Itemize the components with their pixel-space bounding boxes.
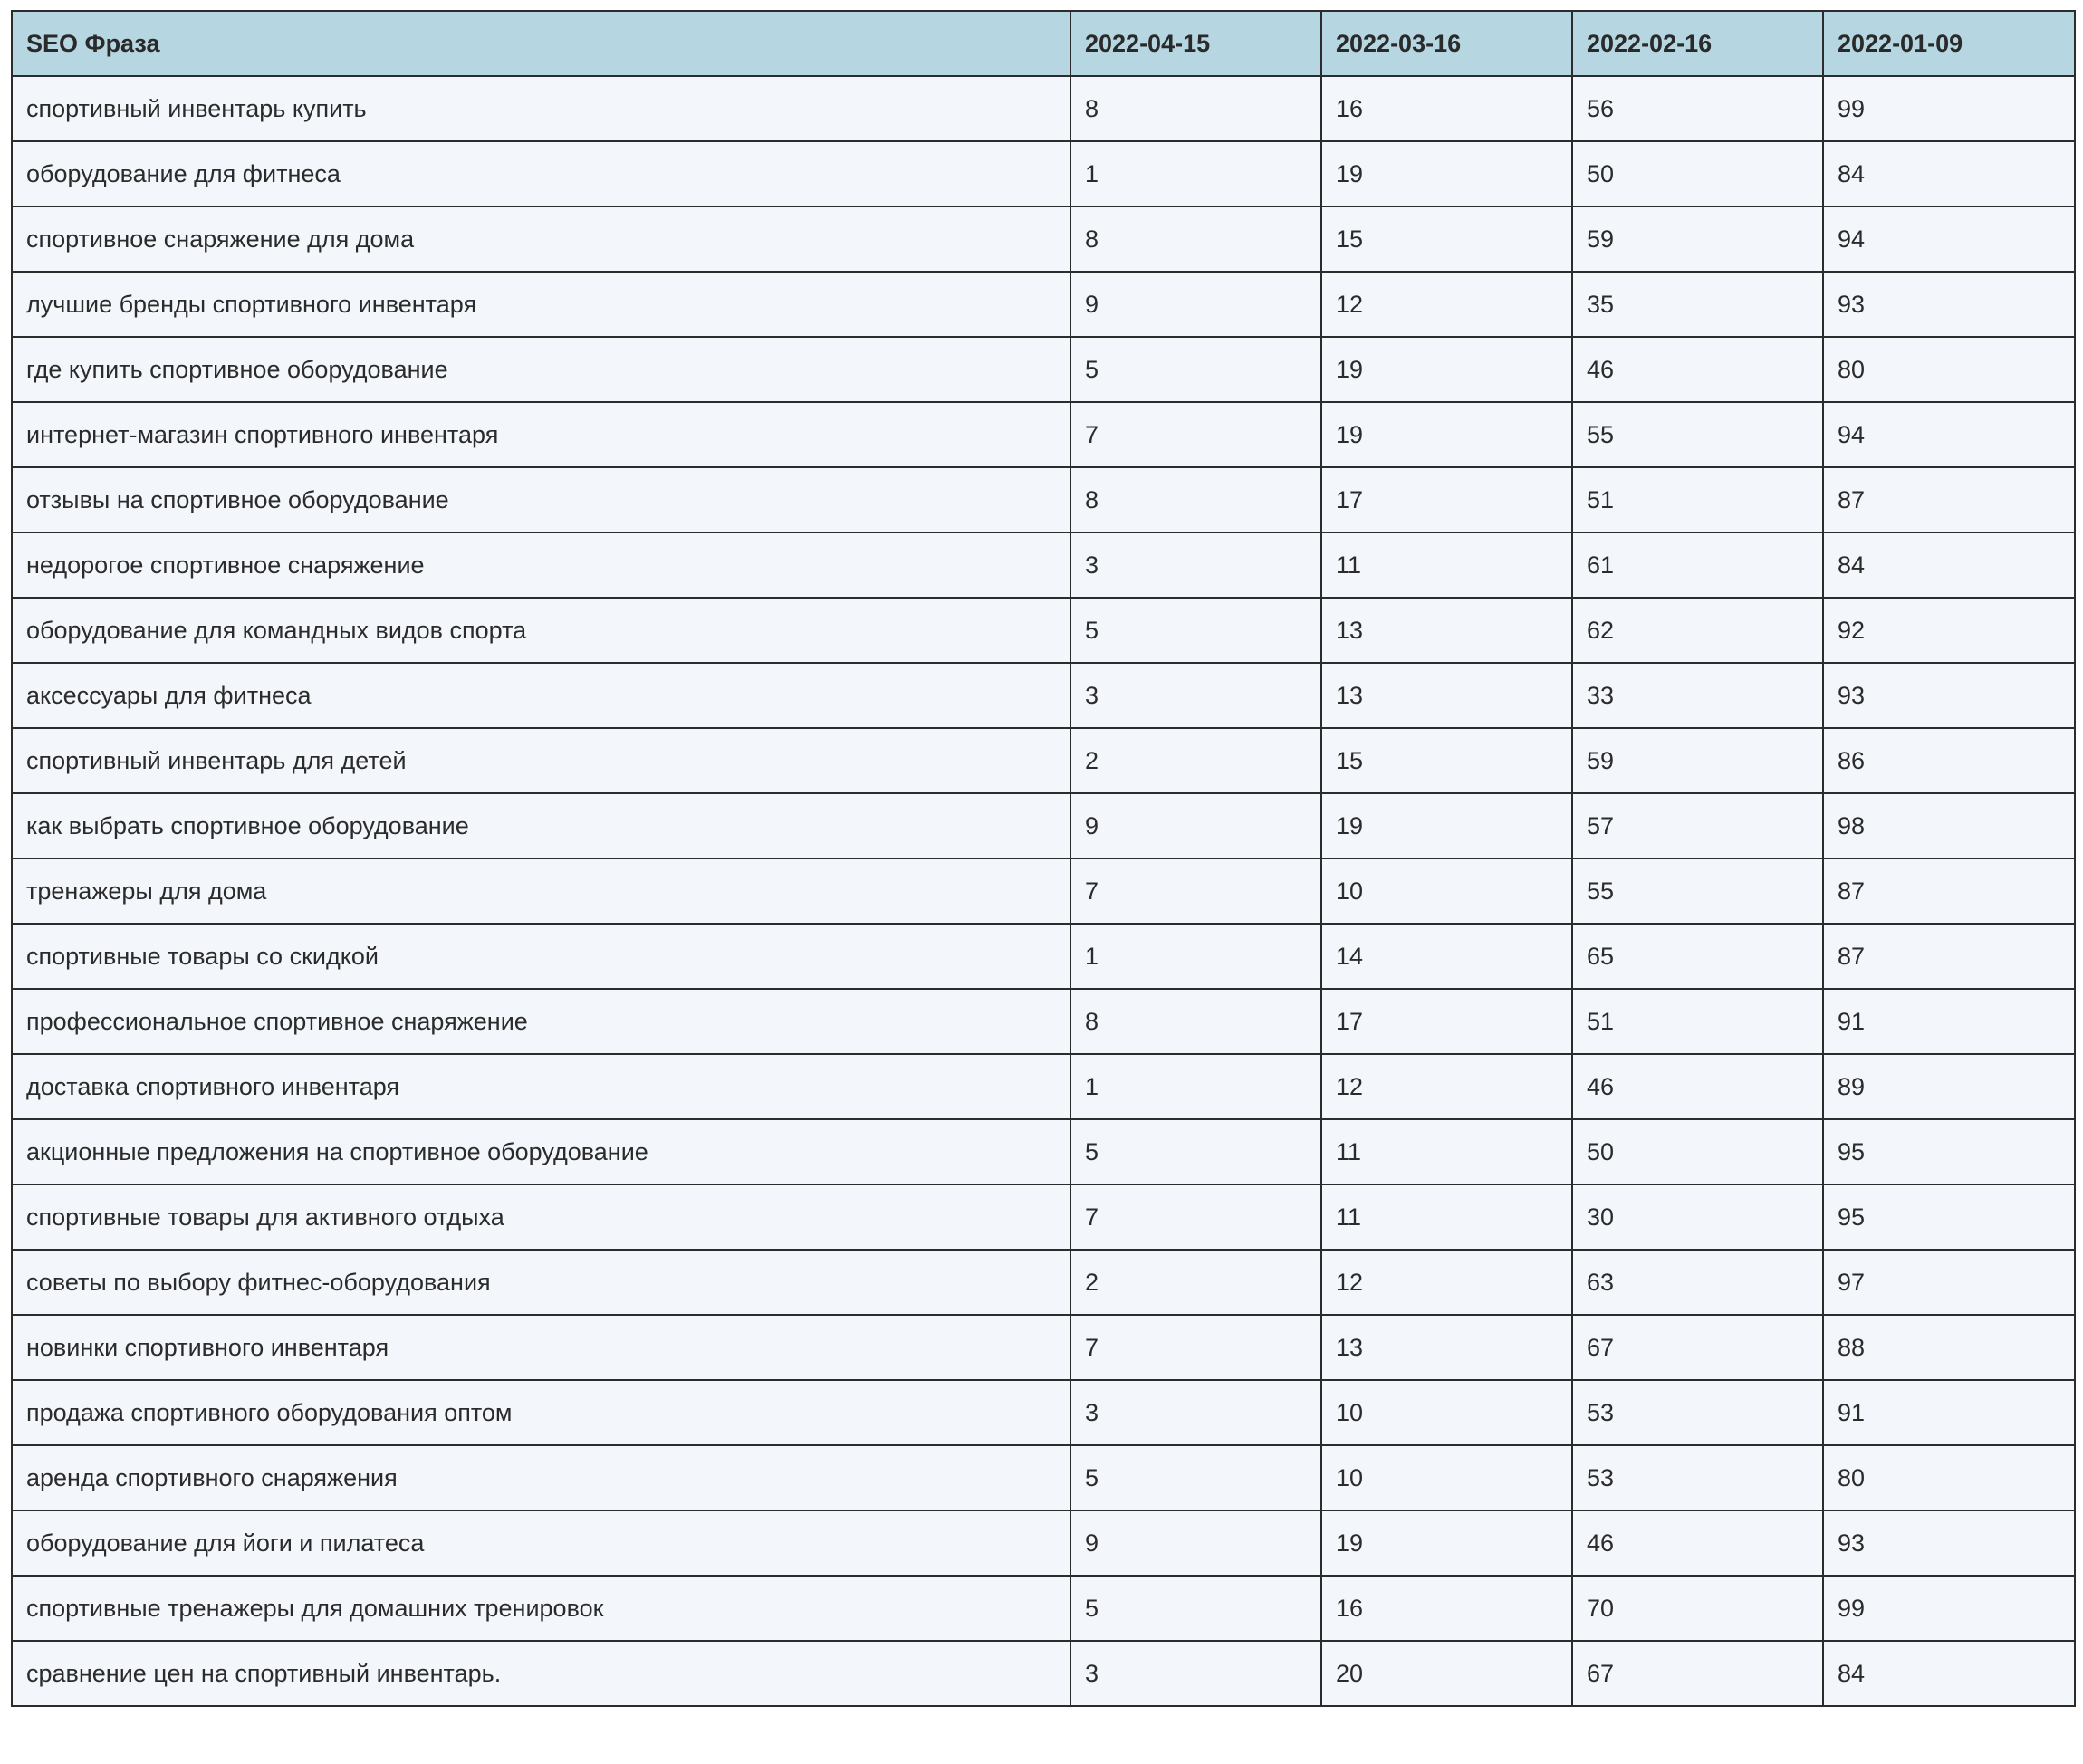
rank-cell-2022-04-15: 8 (1070, 989, 1321, 1054)
seo-rankings-table-container (11, 10, 2074, 1707)
table-row (12, 532, 2075, 598)
seo-phrase-cell: лучшие бренды спортивного инвентаря (12, 272, 1070, 337)
rank-cell-2022-03-16: 20 (1321, 1641, 1572, 1706)
rank-cell-2022-04-15: 8 (1070, 206, 1321, 272)
rank-cell-2022-01-09: 84 (1823, 1641, 2075, 1706)
seo-phrase-cell: тренажеры для дома (12, 858, 1070, 924)
rank-cell-2022-01-09: 97 (1823, 1250, 2075, 1315)
rank-cell-2022-03-16: 10 (1321, 858, 1572, 924)
table-row (12, 924, 2075, 989)
rank-cell-2022-01-09: 94 (1823, 206, 2075, 272)
table-header (12, 11, 2075, 76)
seo-phrase-cell: доставка спортивного инвентаря (12, 1054, 1070, 1119)
rank-cell-2022-03-16: 16 (1321, 76, 1572, 141)
rank-cell-2022-02-16: 59 (1572, 206, 1823, 272)
table-row (12, 1445, 2075, 1510)
rank-cell-2022-02-16: 50 (1572, 141, 1823, 206)
header-date-2022-02-16: 2022-02-16 (1572, 11, 1823, 76)
rank-cell-2022-02-16: 61 (1572, 532, 1823, 598)
rank-cell-2022-02-16: 53 (1572, 1380, 1823, 1445)
table-row (12, 1250, 2075, 1315)
table-row (12, 1315, 2075, 1380)
rank-cell-2022-04-15: 8 (1070, 76, 1321, 141)
seo-rankings-table (11, 10, 2076, 1707)
rank-cell-2022-03-16: 10 (1321, 1380, 1572, 1445)
table-row (12, 467, 2075, 532)
rank-cell-2022-01-09: 93 (1823, 1510, 2075, 1576)
table-row (12, 1119, 2075, 1184)
rank-cell-2022-03-16: 19 (1321, 337, 1572, 402)
rank-cell-2022-04-15: 5 (1070, 1445, 1321, 1510)
rank-cell-2022-04-15: 2 (1070, 1250, 1321, 1315)
rank-cell-2022-03-16: 19 (1321, 141, 1572, 206)
seo-phrase-cell: оборудование для фитнеса (12, 141, 1070, 206)
rank-cell-2022-01-09: 92 (1823, 598, 2075, 663)
rank-cell-2022-02-16: 30 (1572, 1184, 1823, 1250)
rank-cell-2022-03-16: 11 (1321, 1184, 1572, 1250)
seo-phrase-cell: спортивный инвентарь для детей (12, 728, 1070, 793)
rank-cell-2022-03-16: 11 (1321, 532, 1572, 598)
table-row (12, 858, 2075, 924)
seo-phrase-cell: оборудование для йоги и пилатеса (12, 1510, 1070, 1576)
seo-phrase-cell: новинки спортивного инвентаря (12, 1315, 1070, 1380)
rank-cell-2022-02-16: 56 (1572, 76, 1823, 141)
rank-cell-2022-01-09: 87 (1823, 858, 2075, 924)
rank-cell-2022-01-09: 91 (1823, 1380, 2075, 1445)
rank-cell-2022-01-09: 95 (1823, 1184, 2075, 1250)
table-row (12, 337, 2075, 402)
rank-cell-2022-02-16: 67 (1572, 1641, 1823, 1706)
rank-cell-2022-03-16: 10 (1321, 1445, 1572, 1510)
seo-phrase-cell: отзывы на спортивное оборудование (12, 467, 1070, 532)
rank-cell-2022-03-16: 16 (1321, 1576, 1572, 1641)
seo-phrase-cell: как выбрать спортивное оборудование (12, 793, 1070, 858)
table-row (12, 1054, 2075, 1119)
rank-cell-2022-04-15: 1 (1070, 1054, 1321, 1119)
table-row (12, 1510, 2075, 1576)
table-row (12, 1184, 2075, 1250)
rank-cell-2022-03-16: 12 (1321, 1250, 1572, 1315)
rank-cell-2022-01-09: 87 (1823, 467, 2075, 532)
rank-cell-2022-01-09: 86 (1823, 728, 2075, 793)
rank-cell-2022-01-09: 84 (1823, 141, 2075, 206)
rank-cell-2022-01-09: 91 (1823, 989, 2075, 1054)
rank-cell-2022-04-15: 7 (1070, 1184, 1321, 1250)
seo-phrase-cell: спортивные товары для активного отдыха (12, 1184, 1070, 1250)
rank-cell-2022-04-15: 9 (1070, 793, 1321, 858)
seo-phrase-cell: продажа спортивного оборудования оптом (12, 1380, 1070, 1445)
header-date-2022-03-16: 2022-03-16 (1321, 11, 1572, 76)
table-row (12, 272, 2075, 337)
rank-cell-2022-02-16: 63 (1572, 1250, 1823, 1315)
rank-cell-2022-04-15: 3 (1070, 1380, 1321, 1445)
seo-phrase-cell: профессиональное спортивное снаряжение (12, 989, 1070, 1054)
table-row (12, 1380, 2075, 1445)
rank-cell-2022-01-09: 93 (1823, 663, 2075, 728)
header-seo-phrase: SEO Фраза (12, 11, 1070, 76)
seo-phrase-cell: оборудование для командных видов спорта (12, 598, 1070, 663)
table-row (12, 663, 2075, 728)
table-row (12, 728, 2075, 793)
rank-cell-2022-03-16: 13 (1321, 1315, 1572, 1380)
rank-cell-2022-02-16: 51 (1572, 467, 1823, 532)
rank-cell-2022-04-15: 1 (1070, 924, 1321, 989)
rank-cell-2022-04-15: 3 (1070, 1641, 1321, 1706)
table-row (12, 793, 2075, 858)
rank-cell-2022-02-16: 53 (1572, 1445, 1823, 1510)
table-row (12, 206, 2075, 272)
seo-phrase-cell: аренда спортивного снаряжения (12, 1445, 1070, 1510)
table-row (12, 1641, 2075, 1706)
seo-phrase-cell: спортивные товары со скидкой (12, 924, 1070, 989)
rank-cell-2022-01-09: 89 (1823, 1054, 2075, 1119)
seo-phrase-cell: аксессуары для фитнеса (12, 663, 1070, 728)
rank-cell-2022-01-09: 84 (1823, 532, 2075, 598)
table-row (12, 141, 2075, 206)
rank-cell-2022-02-16: 46 (1572, 1054, 1823, 1119)
rank-cell-2022-03-16: 19 (1321, 402, 1572, 467)
rank-cell-2022-01-09: 88 (1823, 1315, 2075, 1380)
rank-cell-2022-02-16: 46 (1572, 1510, 1823, 1576)
rank-cell-2022-04-15: 3 (1070, 663, 1321, 728)
seo-phrase-cell: недорогое спортивное снаряжение (12, 532, 1070, 598)
seo-phrase-cell: советы по выбору фитнес-оборудования (12, 1250, 1070, 1315)
rank-cell-2022-03-16: 15 (1321, 206, 1572, 272)
table-row (12, 402, 2075, 467)
rank-cell-2022-02-16: 35 (1572, 272, 1823, 337)
rank-cell-2022-01-09: 99 (1823, 1576, 2075, 1641)
rank-cell-2022-02-16: 55 (1572, 858, 1823, 924)
rank-cell-2022-02-16: 46 (1572, 337, 1823, 402)
rank-cell-2022-02-16: 51 (1572, 989, 1823, 1054)
seo-phrase-cell: где купить спортивное оборудование (12, 337, 1070, 402)
table-row (12, 989, 2075, 1054)
rank-cell-2022-03-16: 19 (1321, 1510, 1572, 1576)
rank-cell-2022-01-09: 95 (1823, 1119, 2075, 1184)
rank-cell-2022-01-09: 80 (1823, 1445, 2075, 1510)
header-date-2022-01-09: 2022-01-09 (1823, 11, 2075, 76)
rank-cell-2022-03-16: 11 (1321, 1119, 1572, 1184)
rank-cell-2022-04-15: 3 (1070, 532, 1321, 598)
rank-cell-2022-01-09: 93 (1823, 272, 2075, 337)
rank-cell-2022-02-16: 62 (1572, 598, 1823, 663)
rank-cell-2022-04-15: 7 (1070, 858, 1321, 924)
rank-cell-2022-02-16: 59 (1572, 728, 1823, 793)
rank-cell-2022-03-16: 13 (1321, 663, 1572, 728)
rank-cell-2022-04-15: 5 (1070, 1576, 1321, 1641)
seo-phrase-cell: акционные предложения на спортивное оборудование (12, 1119, 1070, 1184)
rank-cell-2022-03-16: 15 (1321, 728, 1572, 793)
table-row (12, 76, 2075, 141)
seo-phrase-cell: спортивное снаряжение для дома (12, 206, 1070, 272)
rank-cell-2022-02-16: 65 (1572, 924, 1823, 989)
rank-cell-2022-02-16: 33 (1572, 663, 1823, 728)
rank-cell-2022-03-16: 17 (1321, 467, 1572, 532)
header-row (12, 11, 2075, 76)
rank-cell-2022-04-15: 2 (1070, 728, 1321, 793)
rank-cell-2022-01-09: 80 (1823, 337, 2075, 402)
rank-cell-2022-04-15: 5 (1070, 598, 1321, 663)
table-row (12, 598, 2075, 663)
header-date-2022-04-15: 2022-04-15 (1070, 11, 1321, 76)
rank-cell-2022-03-16: 13 (1321, 598, 1572, 663)
rank-cell-2022-01-09: 94 (1823, 402, 2075, 467)
rank-cell-2022-02-16: 67 (1572, 1315, 1823, 1380)
rank-cell-2022-02-16: 70 (1572, 1576, 1823, 1641)
rank-cell-2022-04-15: 7 (1070, 1315, 1321, 1380)
rank-cell-2022-02-16: 57 (1572, 793, 1823, 858)
seo-phrase-cell: спортивный инвентарь купить (12, 76, 1070, 141)
rank-cell-2022-03-16: 12 (1321, 272, 1572, 337)
table-body (12, 76, 2075, 1706)
rank-cell-2022-03-16: 12 (1321, 1054, 1572, 1119)
seo-phrase-cell: сравнение цен на спортивный инвентарь. (12, 1641, 1070, 1706)
rank-cell-2022-04-15: 1 (1070, 141, 1321, 206)
table-row (12, 1576, 2075, 1641)
rank-cell-2022-04-15: 5 (1070, 337, 1321, 402)
rank-cell-2022-03-16: 14 (1321, 924, 1572, 989)
seo-phrase-cell: спортивные тренажеры для домашних тренировок (12, 1576, 1070, 1641)
rank-cell-2022-04-15: 7 (1070, 402, 1321, 467)
rank-cell-2022-04-15: 9 (1070, 1510, 1321, 1576)
rank-cell-2022-04-15: 9 (1070, 272, 1321, 337)
rank-cell-2022-03-16: 17 (1321, 989, 1572, 1054)
rank-cell-2022-02-16: 55 (1572, 402, 1823, 467)
rank-cell-2022-02-16: 50 (1572, 1119, 1823, 1184)
seo-phrase-cell: интернет-магазин спортивного инвентаря (12, 402, 1070, 467)
rank-cell-2022-03-16: 19 (1321, 793, 1572, 858)
rank-cell-2022-01-09: 99 (1823, 76, 2075, 141)
rank-cell-2022-01-09: 87 (1823, 924, 2075, 989)
rank-cell-2022-04-15: 5 (1070, 1119, 1321, 1184)
rank-cell-2022-04-15: 8 (1070, 467, 1321, 532)
rank-cell-2022-01-09: 98 (1823, 793, 2075, 858)
